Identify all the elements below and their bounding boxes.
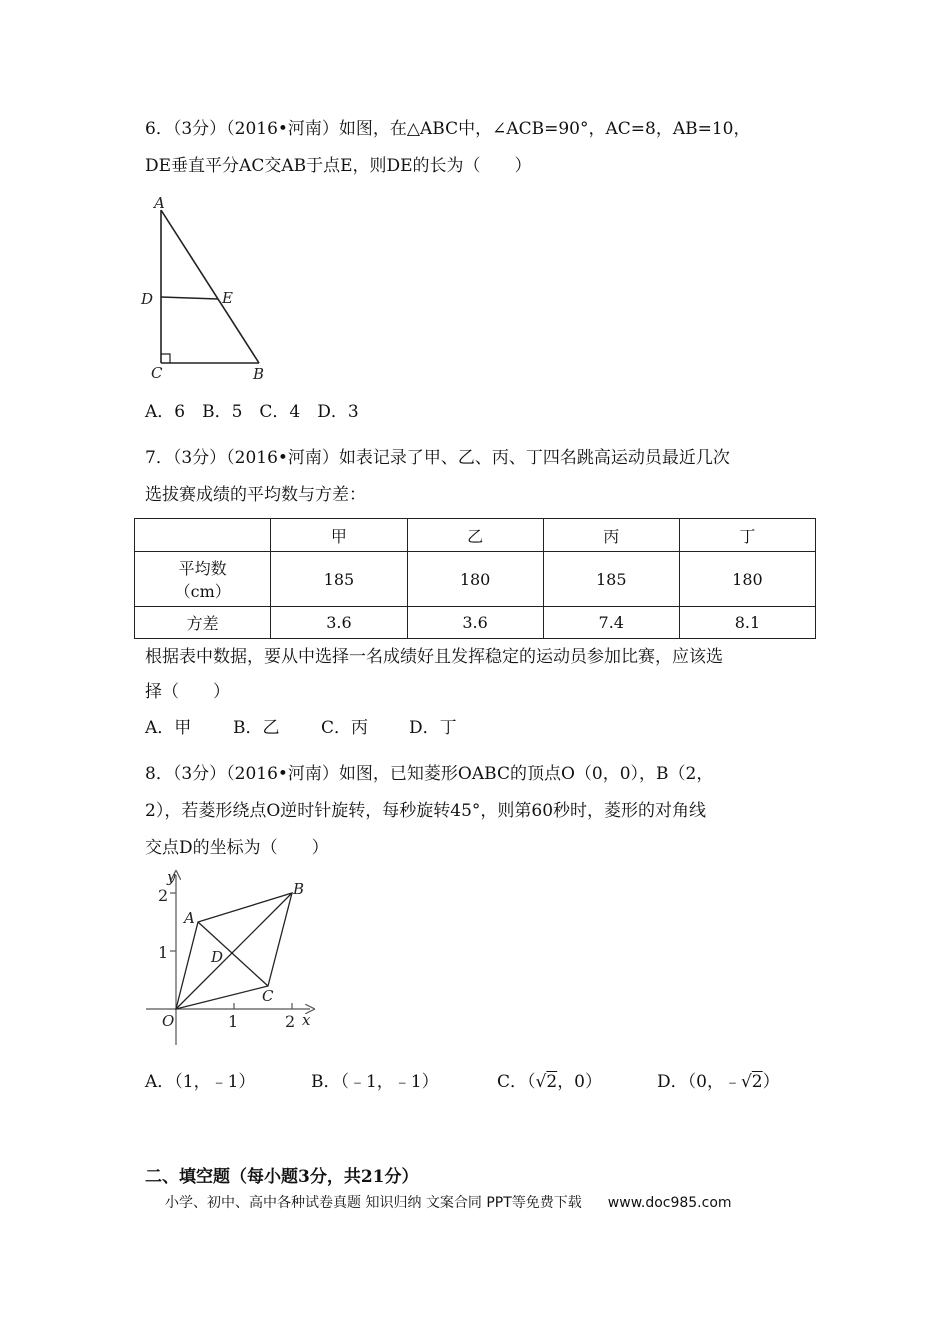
label-a: A xyxy=(184,909,195,927)
sqrt-icon: √ xyxy=(535,1072,547,1092)
axis-label-x: x xyxy=(302,1011,311,1029)
q8-text-line2: 2），若菱形绕点O逆时针旋转，每秒旋转45°，则第60秒时，菱形的对角线 xyxy=(145,801,707,821)
q7-text-line2: 选拔赛成绩的平均数与方差： xyxy=(145,485,366,505)
header-cell-yi: 乙 xyxy=(407,519,543,552)
q8-option-c-radicand: 2 xyxy=(546,1072,558,1092)
q7-options xyxy=(145,717,457,739)
page-footer xyxy=(165,1192,732,1212)
q6-text-line2: DE垂直平分AC交AB于点E，则DE的长为（ ） xyxy=(145,156,532,176)
sqrt-icon: √ xyxy=(740,1072,752,1092)
side-ab xyxy=(161,210,259,363)
table-row-mean xyxy=(135,552,816,607)
right-angle-mark xyxy=(161,354,170,363)
row-label-variance: 方差 xyxy=(135,607,271,639)
x-tick-label-1: 1 xyxy=(228,1012,239,1031)
cell-mean-jia: 185 xyxy=(271,552,407,607)
cell-var-jia: 3.6 xyxy=(271,607,407,639)
segment-de xyxy=(161,297,218,299)
cell-var-bing: 7.4 xyxy=(543,607,679,639)
q8-option-c-prefix: C．（ xyxy=(497,1072,536,1092)
footer-url: www.doc985.com xyxy=(607,1195,732,1211)
y-tick-label-1: 1 xyxy=(158,943,169,962)
q6-triangle-figure xyxy=(135,192,280,384)
q8-option-c xyxy=(497,1071,657,1093)
section-heading-fill-in: 二、填空题（每小题3分，共21分） xyxy=(145,1167,419,1187)
q8-option-d-radicand: 2 xyxy=(751,1072,763,1092)
q8-option-b: B．（﹣1，﹣1） xyxy=(311,1072,439,1092)
table-row-variance xyxy=(135,607,816,639)
q8-option-a: A．（1，﹣1） xyxy=(145,1072,256,1092)
label-d: D xyxy=(211,948,224,966)
cell-var-ding: 8.1 xyxy=(679,607,815,639)
q6-options: A．6 B．5 C．4 D．3 xyxy=(145,402,359,422)
axis-label-y: y xyxy=(167,868,176,886)
label-c: C xyxy=(262,987,274,1005)
row-label-mean xyxy=(135,552,271,607)
cell-var-yi: 3.6 xyxy=(407,607,543,639)
q8-option-d xyxy=(657,1071,780,1093)
q7-option-d: D．丁 xyxy=(409,718,457,738)
q6-text-line1: 6．（3分）（2016•河南）如图，在△ABC中，∠ACB=90°，AC=8，AB=10， xyxy=(145,119,751,139)
label-b: B xyxy=(253,365,265,383)
q8-option-d-suffix: ） xyxy=(762,1072,780,1092)
label-c: C xyxy=(151,364,163,382)
q7-option-b: B．乙 xyxy=(233,718,280,738)
q8-options xyxy=(145,1071,780,1093)
header-cell-ding: 丁 xyxy=(679,519,815,552)
footer-text: 小学、初中、高中各种试卷真题 知识归纳 文案合同 PPT等免费下载 xyxy=(165,1195,582,1211)
label-d: D xyxy=(141,290,154,308)
header-cell-bing: 丙 xyxy=(543,519,679,552)
q7-text-line3: 根据表中数据，要从中选择一名成绩好且发挥稳定的运动员参加比赛，应该选 xyxy=(145,647,723,667)
q8-rhombus-figure xyxy=(140,865,320,1050)
table-header-row xyxy=(135,519,816,552)
q8-option-d-prefix: D．（0，﹣ xyxy=(657,1072,741,1092)
q8-text-line1: 8．（3分）（2016•河南）如图，已知菱形OABC的顶点O（0，0），B（2， xyxy=(145,764,714,784)
x-tick-label-2: 2 xyxy=(285,1012,296,1031)
q7-option-a: A．甲 xyxy=(145,718,192,738)
q7-text-line4: 择（ ） xyxy=(145,682,230,702)
q8-text-line3: 交点D的坐标为（ ） xyxy=(145,838,329,858)
label-a: A xyxy=(154,194,165,212)
cell-mean-yi: 180 xyxy=(407,552,543,607)
y-tick-label-2: 2 xyxy=(158,886,169,905)
header-cell-empty xyxy=(135,519,271,552)
q7-text-line1: 7．（3分）（2016•河南）如表记录了甲、乙、丙、丁四名跳高运动员最近几次 xyxy=(145,448,730,468)
label-e: E xyxy=(222,289,233,307)
q8-option-c-suffix: ，0） xyxy=(557,1072,603,1092)
row-label-mean-line1: 平均数 xyxy=(178,559,227,578)
label-o: O xyxy=(162,1012,175,1030)
q7-score-table xyxy=(134,518,816,639)
cell-mean-bing: 185 xyxy=(543,552,679,607)
q7-option-c: C．丙 xyxy=(321,718,369,738)
header-cell-jia: 甲 xyxy=(271,519,407,552)
label-b: B xyxy=(293,880,305,898)
cell-mean-ding: 180 xyxy=(679,552,815,607)
row-label-mean-line2: （cm） xyxy=(174,582,231,601)
